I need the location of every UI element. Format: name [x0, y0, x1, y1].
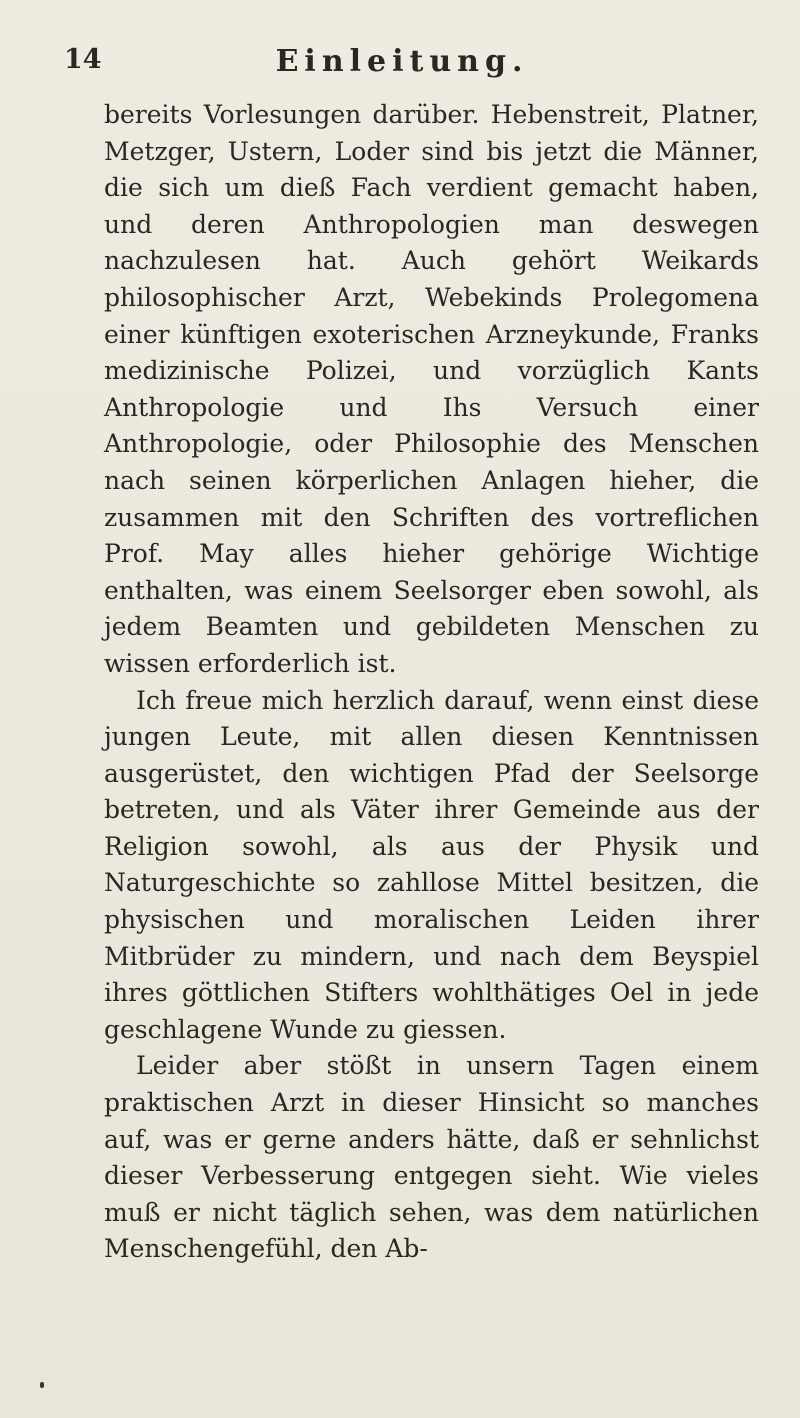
page-number: 14: [64, 44, 102, 75]
page-header: [64, 44, 740, 88]
paragraph-3: Leider aber stößt in unsern Tagen einem praktischen Arzt in dieser Hinsicht so manches auf, was er gerne anders hätte, daß er sehnlichst dieser Verbesserung entgegen sieht. Wie vieles muß er nicht täglich sehen, was dem natürlichen Menschengefühl, den Ab-: [104, 1051, 759, 1264]
paragraph-1: bereits Vorlesungen darüber. Hebenstreit, Platner, Metzger, Ustern, Loder sind bis jetzt die Männer, die sich um dieß Fach verdient gemacht haben, und deren Anthropologien man deswegen nachzulesen hat. Auch gehört Weikards philosophischer Arzt, Webekinds Prolegomena einer künftigen exoterischen Arzneykunde, Franks medizinische Polizei, und vorzüglich Kants Anthropologie und Ihs Versuch einer Anthropologie, oder Philosophie des Menschen nach seinen körperlichen Anlagen hieher, die zusammen mit den Schriften des vortreflichen Prof. May alles hieher gehörige Wichtige enthalten, was einem Seelsorger eben sowohl, als jedem Beamten und gebildeten Menschen zu wissen erforderlich ist.: [104, 100, 759, 678]
paragraph-2: Ich freue mich herzlich darauf, wenn einst diese jungen Leute, mit allen diesen Kenntnissen ausgerüstet, den wichtigen Pfad der Seelsorge betreten, und als Väter ihrer Gemeinde aus der Religion sowohl, als aus der Physik und Naturgeschichte so zahllose Mittel besitzen, die physischen und moralischen Leiden ihrer Mitbrüder zu mindern, und nach dem Beyspiel ihres göttlichen Stifters wohlthätiges Oel in jede geschlagene Wunde zu giessen.: [104, 685, 759, 1044]
running-title: Einleitung.: [275, 44, 529, 79]
body-text: [104, 97, 759, 1268]
margin-mark: [40, 1382, 44, 1388]
